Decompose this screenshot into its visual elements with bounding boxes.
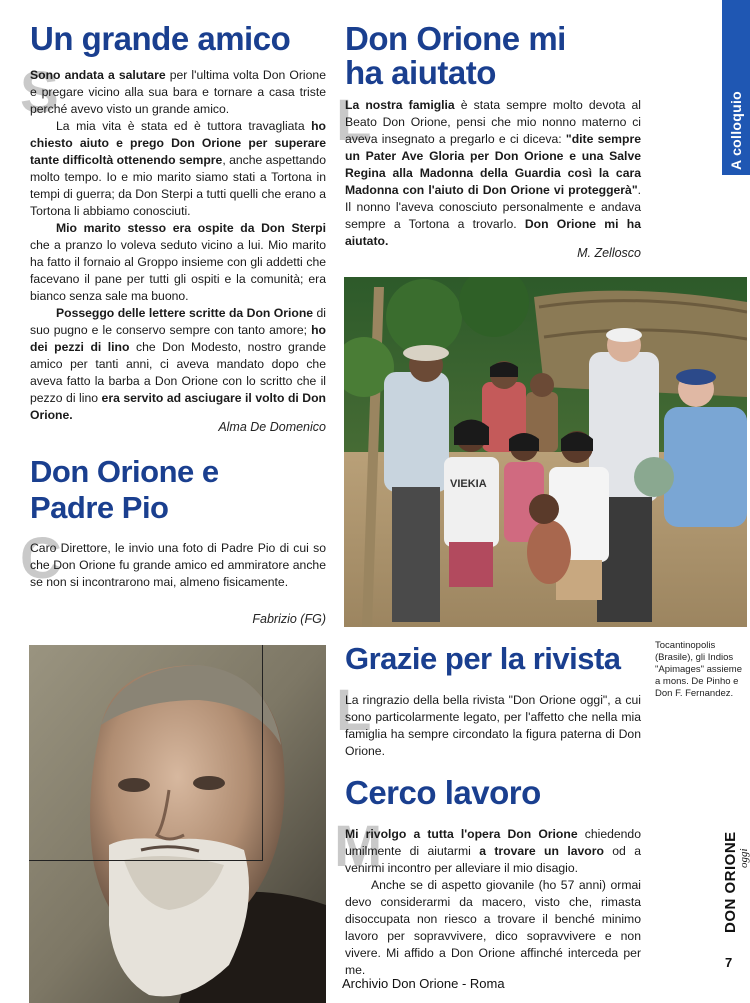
dropcap-grazie-rivista: L [336,678,372,743]
article-body-padre-pio [30,540,326,591]
magazine-brand-oggi: oggi [738,848,750,868]
headline-mi-ha-aiutato-line1: Don Orione mi [345,20,566,57]
photo-frame-line-horizontal [29,860,263,861]
bold-text-run: ho chiesto aiuto e prego Don Orione per superare tante difficoltà ottenendo sempre [30,119,326,167]
bold-text-run: Sono andata a salutare [30,68,166,82]
tocantinopolis-group-image [344,277,747,627]
tocantinopolis-group-photo [344,277,747,627]
text-run: è stata sempre molto devota al Beato Don Orione, pensi che mio nonno materno ci aveva insegnato a pregarlo e ci diceva: [345,98,641,146]
text-run: che a pranzo lo voleva seduto vicino a lui. Mio marito ha fatto il fornaio al Groppo insieme con gli addetti che facevano il pane per tutti gli ospiti e la comunità; era bianco senza sale ma buono. [30,238,326,303]
photo-caption: Tocantinopolis (Brasile), gli Indios "Apimages" assieme a mons. De Pinho e Don F. Fernandez. [655,640,743,699]
photo-shirt-text: VIEKIA [450,478,487,490]
text-run: chiedendo umilmente di aiutarmi [345,827,641,858]
headline-grazie-rivista: Grazie per la rivista [345,641,621,676]
bold-text-run: Don Orione mi ha aiutato. [345,217,641,248]
text-run: La ringrazio della bella rivista "Don Orione oggi", a cui sono particolarmente legato, per l'affetto che nella mia famiglia ha sempre circondato la figura paterna di Don Orione. [345,693,641,758]
bold-text-run: ho dei pezzi di lino [30,323,326,354]
bold-text-run: a trovare un lavoro [479,844,604,858]
text-run: , anche aspettando molto tempo. Io e mio marito siamo stati a Tortona in tempi di guerra; da Don Sterpi a tutti quelli che erano a Tortona li abbiamo conosciuti. [30,153,326,218]
dropcap-cerco-lavoro: M [334,814,383,879]
headline-mi-ha-aiutato-line2: ha aiutato [345,54,496,91]
bold-text-run: Posseggo delle lettere scritte da Don Orione [56,306,314,320]
paragraph [30,220,326,305]
paragraph [30,67,326,118]
bold-text-run: La nostra famiglia [345,98,455,112]
signature-padre-pio: Fabrizio (FG) [252,612,326,626]
text-run: od a venirmi incontro per alleviare il mio disagio. [345,844,641,875]
magazine-brand-name: DON ORIONE [722,831,739,933]
signature-mi-ha-aiutato: M. Zellosco [577,246,641,260]
paragraph [345,97,641,250]
text-run: che Don Modesto, nostro grande amico per tanti anni, ci aveva mandato dopo che aveva fatto la barba a Don Orione con lo scritto che il pezzo di lino [30,340,326,405]
dropcap-mi-ha-aiutato: L [336,88,372,153]
text-run: La mia vita è stata ed è tuttora travagliata [56,119,312,133]
paragraph [30,118,326,220]
bold-text-run: Mi rivolgo a tutta l'opera Don Orione [345,827,578,841]
text-run: . Il nonno l'aveva conosciuto personalmente e andava sempre a Tortona a trovarlo. [345,183,641,231]
archive-footer: Archivio Don Orione - Roma [342,976,505,991]
section-tab-label: A colloquio [728,91,744,170]
bold-text-run: era servito ad asciugare il volto di Don Orione. [30,391,326,422]
headline-padre-pio-line2: Padre Pio [30,490,169,525]
paragraph [345,692,641,760]
photo-frame-line-vertical [262,645,263,860]
headline-padre-pio-line1: Don Orione e [30,454,219,489]
text-run: Caro Direttore, le invio una foto di Padre Pio di cui so che Don Orione fu grande amico ed ammiratore anche se non si incontrarono mai, almeno fisicamente. [30,541,326,589]
padre-pio-portrait-photo [29,645,326,1003]
dropcap-grande-amico: S [20,60,59,125]
bold-text-run: "dite sempre un Pater Ave Gloria per Don Orione e una Salve Regina alla Madonna della Guardia così la cara Madonna con l'aiuto di Don Orione vi proteggerà" [345,132,641,197]
headline-cerco-lavoro: Cerco lavoro [345,774,541,811]
paragraph [345,877,641,979]
article-body-mi-ha-aiutato [345,97,641,250]
paragraph [30,305,326,424]
dropcap-padre-pio: C [20,526,62,591]
page-number: 7 [725,955,733,970]
signature-grande-amico: Alma De Domenico [218,420,326,434]
headline-grande-amico: Un grande amico [30,20,291,57]
bold-text-run: Mio marito stesso era ospite da Don Sterpi [56,221,326,235]
article-body-grazie-rivista [345,692,641,760]
text-run: di suo pugno e le conservo sempre con tanto amore; [30,306,326,337]
paragraph [345,826,641,877]
article-body-grande-amico [30,67,326,424]
article-body-cerco-lavoro [345,826,641,979]
padre-pio-portrait-image [29,645,326,1003]
paragraph [30,540,326,591]
text-run: per l'ultima volta Don Orione e pregare vicino alla sua bara e tornare a casa triste perché avevo visto un grande amico. [30,68,326,116]
text-run: Anche se di aspetto giovanile (ho 57 anni) ormai devo considerarmi da macero, visto che, rimasta disoccupata non riesco a trovare il benché minimo lavoro per sopravvivere, dico sopravvivere e non vivere. Mi affido a Don Orione affinché interceda per me. [345,878,641,977]
